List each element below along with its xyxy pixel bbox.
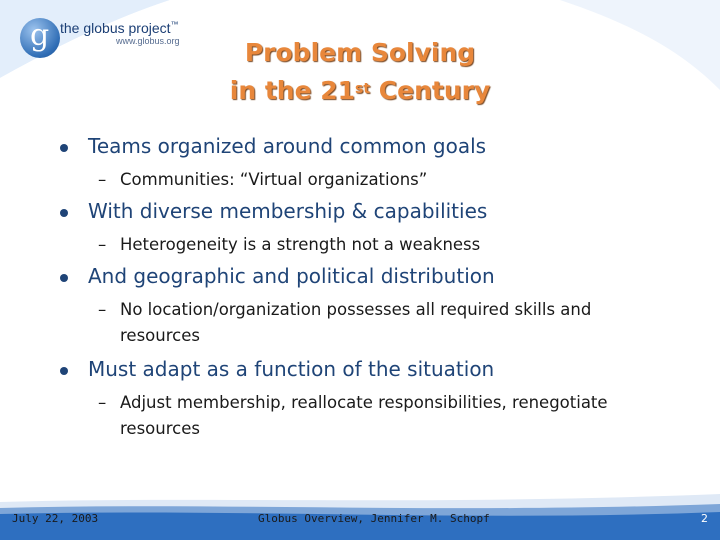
page-number: 2 xyxy=(701,512,708,525)
bullet-text: Teams organized around common goals xyxy=(88,134,487,158)
slide-title xyxy=(150,34,570,110)
sub-bullet-dash: – xyxy=(98,300,107,319)
sub-bullet-dash: – xyxy=(98,170,107,189)
footer-center: Globus Overview, Jennifer M. Schopf xyxy=(258,512,490,525)
title-line-2-prefix: in the 21 xyxy=(229,76,356,105)
sub-bullet-dash: – xyxy=(98,235,107,254)
bullet-text: And geographic and political distribution xyxy=(88,264,495,288)
sub-bullet-text: No location/organization possesses all required skills and resources xyxy=(120,300,592,345)
bullet-text: Must adapt as a function of the situation xyxy=(88,357,495,381)
bullet-dot xyxy=(60,274,68,282)
bullet-text: With diverse membership & capabilities xyxy=(88,199,488,223)
logo-name-text: the globus project xyxy=(60,20,171,36)
sub-bullet-dash: – xyxy=(98,393,107,412)
bullet-dot xyxy=(60,144,68,152)
title-line-2 xyxy=(150,72,570,110)
logo-url: www.globus.org xyxy=(116,36,180,46)
sub-bullet-text: Heterogeneity is a strength not a weakness xyxy=(120,235,481,254)
logo-letter: g xyxy=(30,18,50,53)
globus-logo-icon xyxy=(20,18,60,58)
title-line-2-suffix: Century xyxy=(370,76,491,105)
bullet-dot xyxy=(60,209,68,217)
bullet-dot xyxy=(60,367,68,375)
sub-bullet-text: Communities: “Virtual organizations” xyxy=(120,170,428,189)
title-superscript: st xyxy=(355,81,371,97)
footer-date: July 22, 2003 xyxy=(12,512,99,525)
title-line-1: Problem Solving xyxy=(244,38,476,67)
sub-bullet-text: Adjust membership, reallocate responsibilities, renegotiate resources xyxy=(120,393,608,438)
logo-trademark: ™ xyxy=(170,20,179,29)
